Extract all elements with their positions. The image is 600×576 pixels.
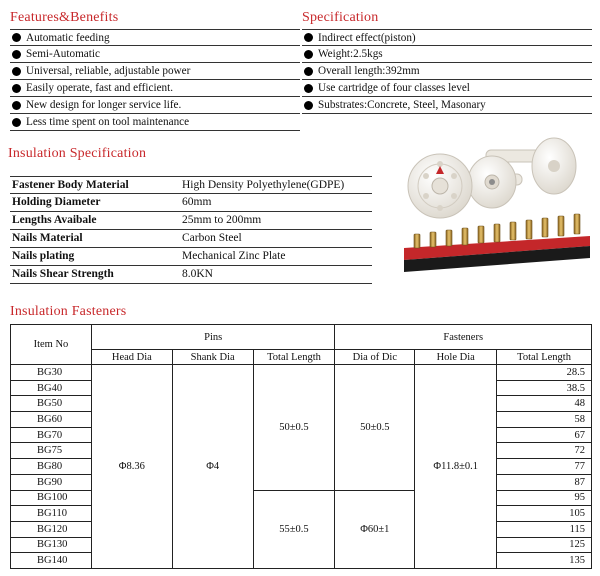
bullet-icon xyxy=(304,84,313,93)
table-row: BG90 87 xyxy=(11,474,592,490)
table-header-row xyxy=(11,325,592,350)
table-subheader-row xyxy=(11,350,592,365)
col-head-dia: Head Dia xyxy=(91,350,172,365)
nail-strip xyxy=(404,214,590,272)
specification-title: Specification xyxy=(302,10,379,25)
bullet-icon xyxy=(12,33,21,42)
table-row: BG130 125 xyxy=(11,537,592,553)
list-item: Overall length:392mm xyxy=(302,63,592,80)
hole-dia-value: Φ11.8±0.1 xyxy=(415,365,497,569)
spec-row: Fastener Body Material High Density Polyethylene(GDPE) xyxy=(10,176,372,194)
table-row: BG30 Φ8.36 Φ4 50±0.5 50±0.5 Φ11.8±0.1 28.5 xyxy=(11,365,592,381)
dia-dic-a: 50±0.5 xyxy=(335,365,415,491)
fasteners-title: Insulation Fasteners xyxy=(10,304,127,319)
list-item: Semi-Automatic xyxy=(10,46,300,63)
table-row: BG75 72 xyxy=(11,443,592,459)
specification-list xyxy=(302,29,592,114)
bullet-icon xyxy=(304,67,313,76)
bullet-icon xyxy=(304,33,313,42)
col-fastener-total-length: Total Length xyxy=(497,350,592,365)
spec-row: Nails Shear Strength 8.0KN xyxy=(10,266,372,284)
list-item: Weight:2.5kgs xyxy=(302,46,592,63)
list-item: Less time spent on tool maintenance xyxy=(10,114,300,131)
list-item: New design for longer service life. xyxy=(10,97,300,114)
spec-row: Nails Material Carbon Steel xyxy=(10,230,372,248)
product-photo xyxy=(400,136,592,286)
table-row: BG70 67 xyxy=(11,427,592,443)
group-fasteners-header: Fasteners xyxy=(335,325,592,350)
bullet-icon xyxy=(12,101,21,110)
table-row: BG40 38.5 xyxy=(11,380,592,396)
shank-dia-value: Φ4 xyxy=(172,365,253,569)
head-dia-value: Φ8.36 xyxy=(91,365,172,569)
pin-length-b: 55±0.5 xyxy=(253,490,335,568)
spec-row: Lengths Avaibale 25mm to 200mm xyxy=(10,212,372,230)
bullet-icon xyxy=(12,50,21,59)
features-title: Features&Benefits xyxy=(10,10,119,25)
table-row: BG60 58 xyxy=(11,412,592,428)
pin-length-a: 50±0.5 xyxy=(253,365,335,491)
bullet-icon xyxy=(304,101,313,110)
list-item: Use cartridge of four classes level xyxy=(302,80,592,97)
table-row: BG120 115 xyxy=(11,521,592,537)
list-item: Automatic feeding xyxy=(10,29,300,46)
bullet-icon xyxy=(12,67,21,76)
insulation-spec-table xyxy=(10,176,372,284)
fasteners-table xyxy=(10,324,592,569)
spec-row: Nails plating Mechanical Zinc Plate xyxy=(10,248,372,266)
col-pin-total-length: Total Length xyxy=(253,350,335,365)
table-row: BG100 55±0.5 Φ60±1 95 xyxy=(11,490,592,506)
list-item: Easily operate, fast and efficient. xyxy=(10,80,300,97)
table-row: BG80 77 xyxy=(11,459,592,475)
table-row: BG50 48 xyxy=(11,396,592,412)
group-pins-header: Pins xyxy=(91,325,335,350)
list-item: Substrates:Concrete, Steel, Masonary xyxy=(302,97,592,114)
insulation-spec-title: Insulation Specification xyxy=(8,146,147,161)
col-dia-of-dic: Dia of Dic xyxy=(335,350,415,365)
bullet-icon xyxy=(12,118,21,127)
col-item-header: Item No xyxy=(11,325,92,365)
col-hole-dia: Hole Dia xyxy=(415,350,497,365)
bullet-icon xyxy=(304,50,313,59)
bullet-icon xyxy=(12,84,21,93)
list-item: Indirect effect(piston) xyxy=(302,29,592,46)
table-row: BG140 135 xyxy=(11,553,592,569)
dia-dic-b: Φ60±1 xyxy=(335,490,415,568)
table-row: BG110 105 xyxy=(11,506,592,522)
features-list xyxy=(10,29,300,131)
insulation-fastener-front xyxy=(408,154,472,218)
spec-row: Holding Diameter 60mm xyxy=(10,194,372,212)
list-item: Universal, reliable, adjustable power xyxy=(10,63,300,80)
col-shank-dia: Shank Dia xyxy=(172,350,253,365)
